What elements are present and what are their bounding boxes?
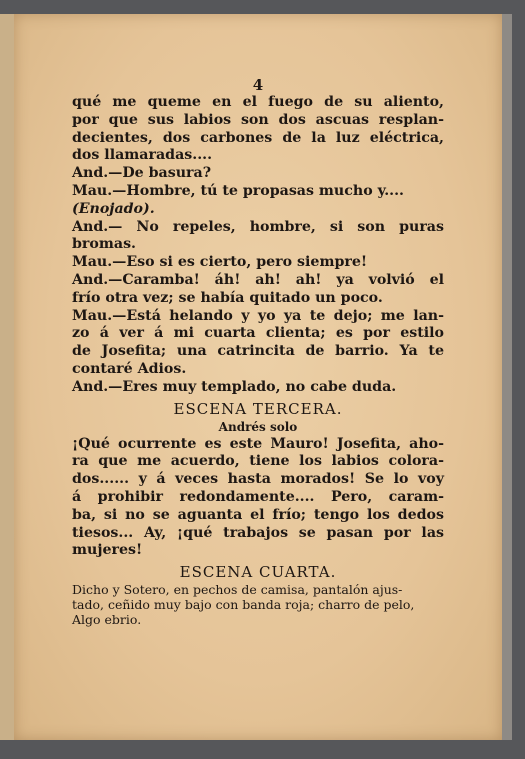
- text-line: qué me queme en el fuego de su aliento,: [72, 94, 444, 110]
- text-line: And.— No repeles, hombre, si son puras: [72, 218, 444, 235]
- text-line: And.—Eres muy templado, no cabe duda.: [72, 378, 397, 395]
- text-line: contaré Adios.: [72, 360, 187, 377]
- stage-direction: tado, ceñido muy bajo con banda roja; charro de pelo,: [72, 597, 415, 613]
- text-line: á prohibir redondamente.... Pero, caram-: [72, 488, 444, 505]
- book-page: [14, 14, 502, 740]
- text-line: ra que me acuerdo, tiene los labios colora-: [72, 453, 444, 470]
- text-line: por que sus labios son dos ascuas resplan-: [72, 111, 444, 128]
- text-line: mujeres!: [72, 542, 143, 559]
- text-line: Mau.—Está helando y yo ya te dejo; me lan-: [72, 307, 444, 324]
- scene-three-subheading: Andrés solo: [218, 419, 298, 434]
- text-line: Mau.—Hombre, tú te propasas mucho y....: [72, 182, 404, 199]
- stage-direction: Dicho y Sotero, en pechos de camisa, pantalón ajus-: [72, 582, 403, 598]
- page-number: 4: [252, 76, 264, 94]
- text-line: frío otra vez; se había quitado un poco.: [72, 289, 383, 306]
- text-line: And.—De basura?: [72, 165, 212, 182]
- text-line: And.—Caramba! áh! ah! ah! ya volvió el: [72, 271, 444, 288]
- text-line: dos llamaradas....: [72, 147, 213, 164]
- text-line: ¡Qué ocurrente es este Mauro! Josefita, aho-: [72, 435, 444, 452]
- scene-three-heading: ESCENA TERCERA.: [173, 399, 343, 418]
- text-line: bromas.: [72, 236, 136, 253]
- text-line: tiesos... Ay, ¡qué trabajos se pasan por las: [72, 524, 444, 541]
- text-line: ba, si no se aguanta el frío; tengo los dedos: [72, 506, 444, 523]
- text-line: decientes, dos carbones de la luz eléctrica,: [72, 129, 444, 146]
- text-line: dos...... y á veces hasta morados! Se lo voy: [72, 471, 444, 488]
- book-spine-edge: [0, 14, 14, 740]
- next-page-edge: [502, 14, 512, 740]
- stage-direction: Algo ebrio.: [72, 612, 142, 628]
- stage-direction: (Enojado).: [72, 200, 155, 217]
- text-line: Mau.—Eso si es cierto, pero siempre!: [72, 254, 368, 271]
- page-body: [72, 94, 444, 627]
- text-line: de Josefita; una catrincita de barrio. Ya te: [72, 343, 444, 360]
- text-line: zo á ver á mi cuarta clienta; es por estilo: [72, 325, 444, 342]
- scene-four-heading: ESCENA CUARTA.: [179, 563, 337, 582]
